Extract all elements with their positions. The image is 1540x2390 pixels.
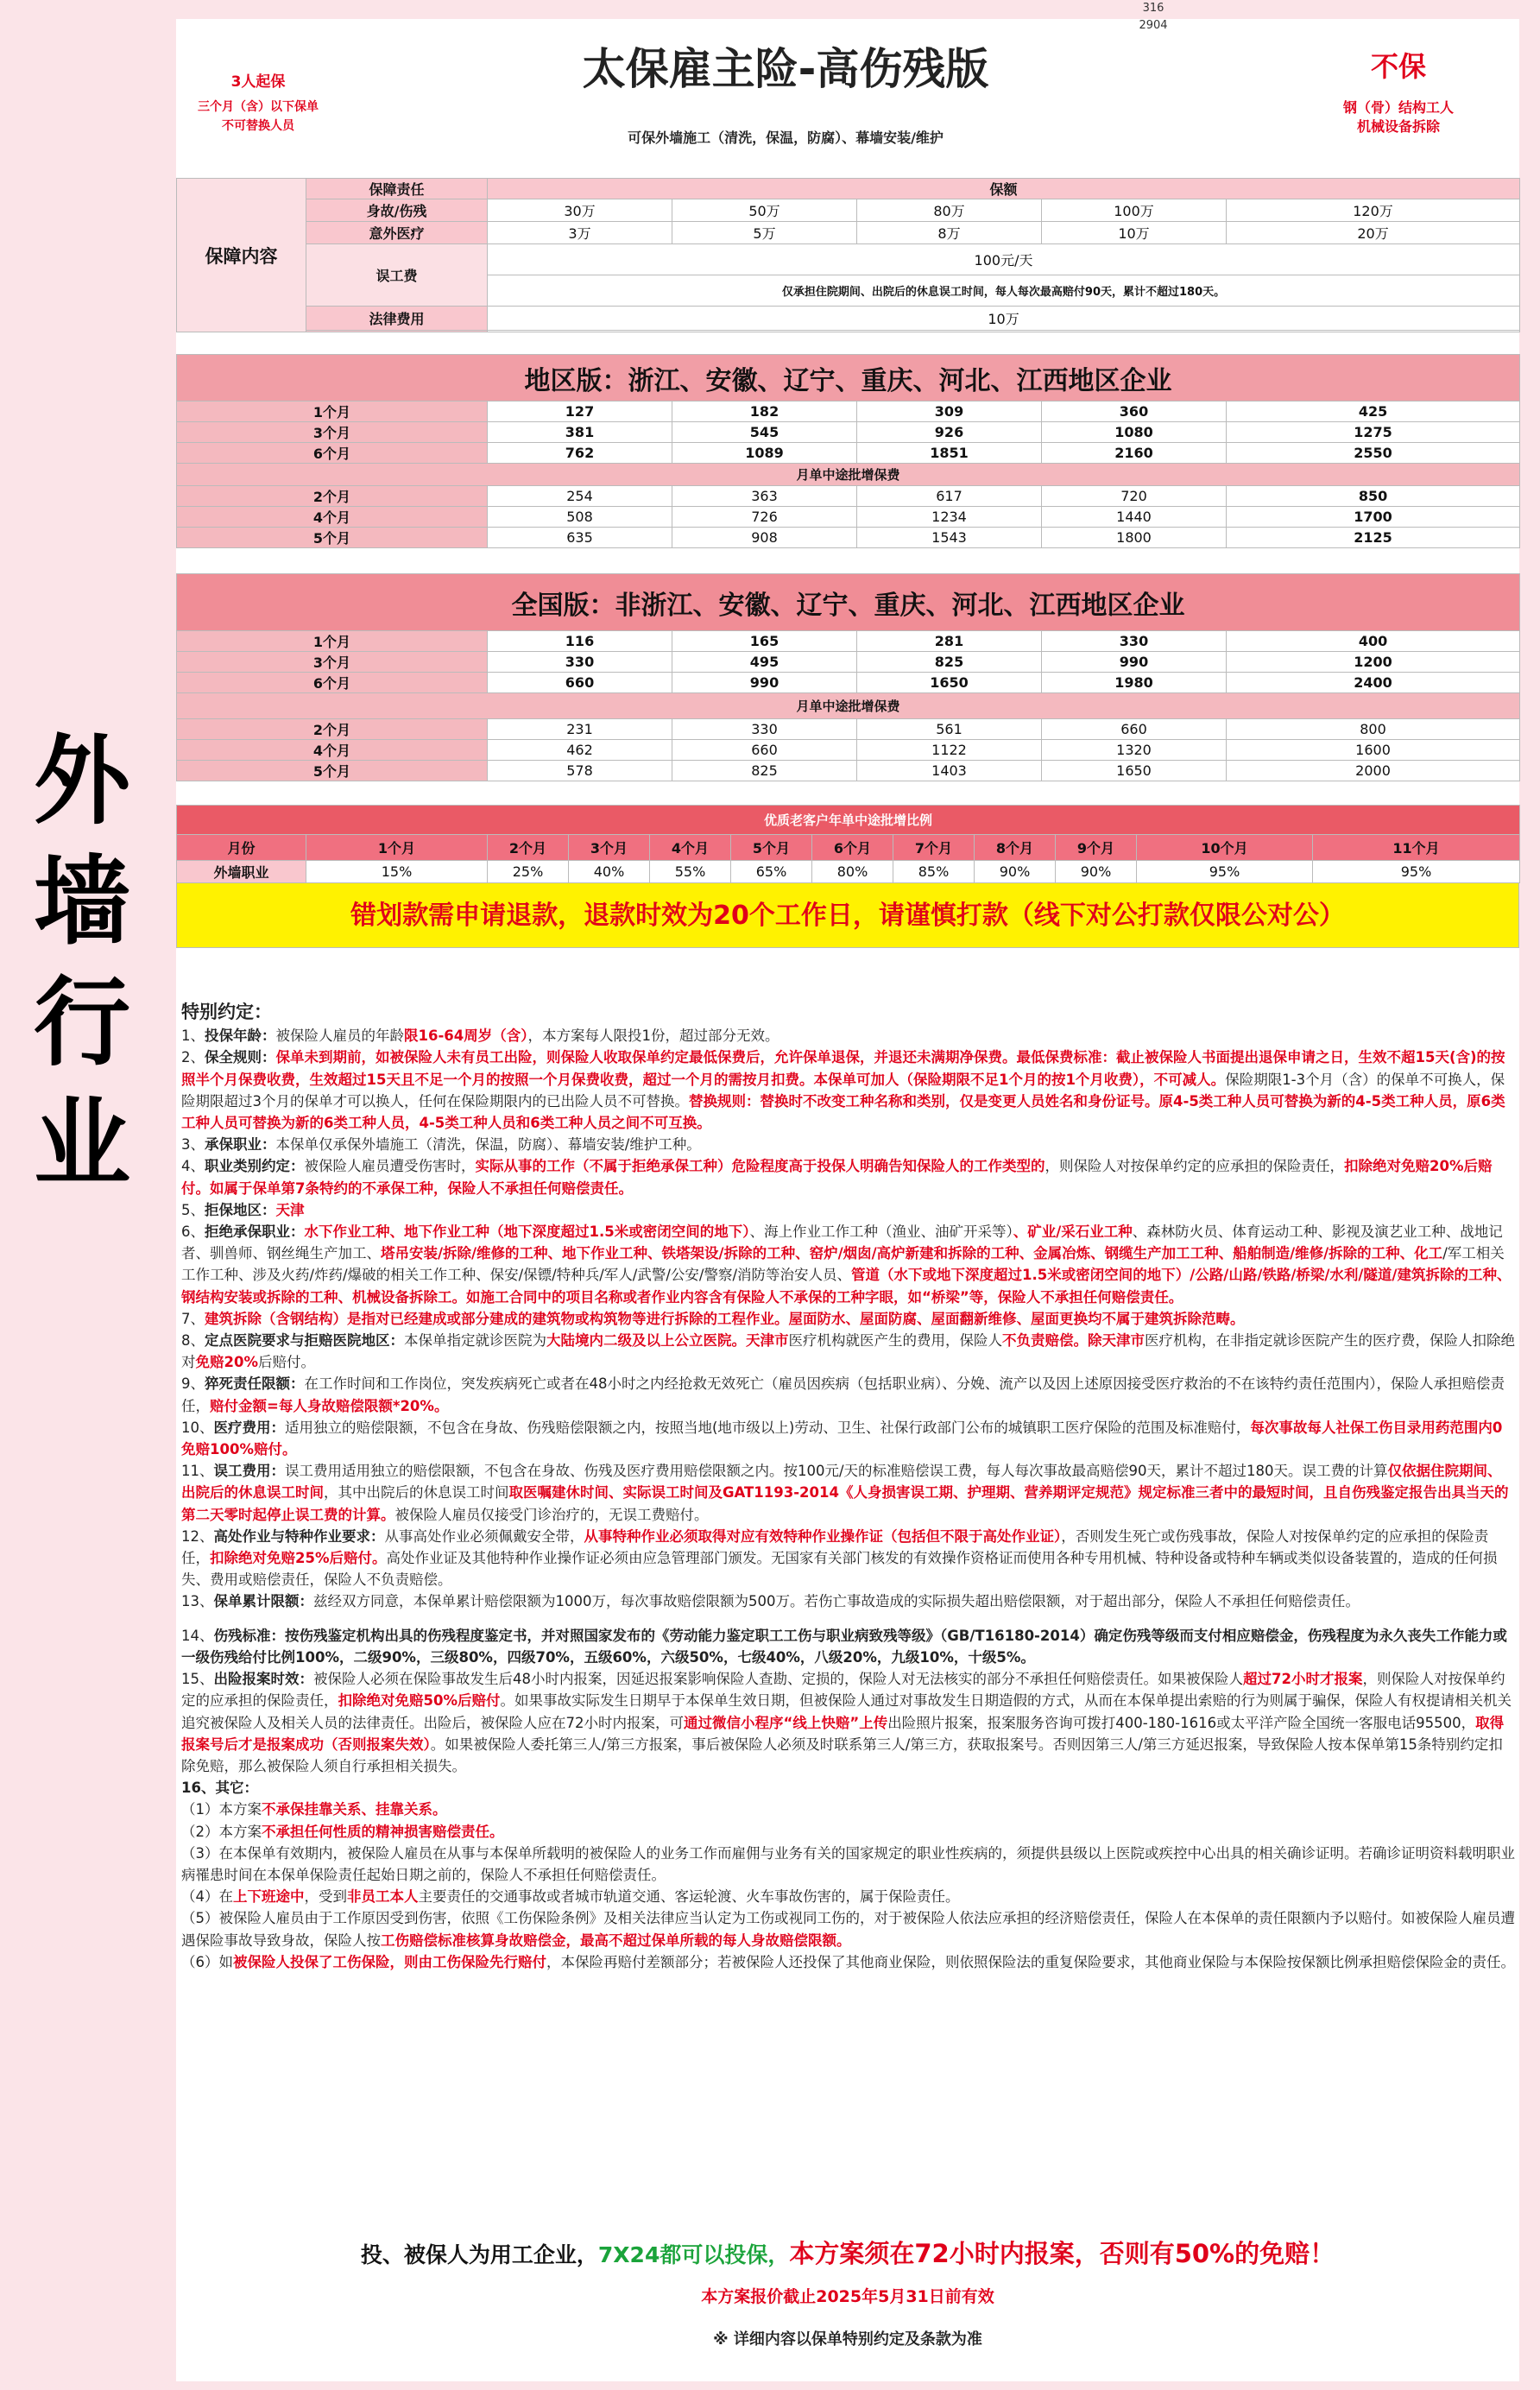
term-9: 9、猝死责任限额：在工作时间和工作岗位，突发疾病死亡或者在48小时之内经抢救无效死亡（雇员因疾病（包括职业病）、分娩、流产以及因上述原因接受医疗救治的不在该特约责任范围内），保险人承担赔偿责任，赔付金额=每人身故赔偿限额*20%。 bbox=[181, 1375, 1505, 1414]
term-4: 4、职业类别约定：被保险人雇员遭受伤害时，实际从事的工作（不属于拒绝承保工种）危险程度高于投保人明确告知保险人的工作类型的，则保险人对按保单约定的应承担的保险责任，扣除绝对免赔20%后赔付。如属于保单第7条特约的不承保工种，保险人不承担任何赔偿责任。 bbox=[181, 1158, 1493, 1197]
term-16-6: （6）如被保险人投保了工伤保险，则由工伤保险先行赔付，本保险再赔付差额部分；若被保险人还投保了其他商业保险，则依照保险法的重复保险要求，其他商业保险与本保险按保额比例承担赔偿保险金的责任。 bbox=[181, 1953, 1515, 1970]
cell: 660 bbox=[1042, 719, 1227, 740]
period-label: 2个月 bbox=[177, 486, 488, 507]
cell: 1089 bbox=[672, 443, 857, 464]
ratio-table bbox=[176, 805, 1520, 883]
month-cell: 10个月 bbox=[1137, 835, 1313, 861]
cell: 1122 bbox=[857, 740, 1042, 761]
cell: 1234 bbox=[857, 507, 1042, 528]
cell: 1800 bbox=[1042, 528, 1227, 548]
ratio-cell: 25% bbox=[488, 861, 569, 883]
cell: 360 bbox=[1042, 401, 1227, 422]
term-8: 8、定点医院要求与拒赔医院地区：本保单指定就诊医院为大陆境内二级及以上公立医院。天津市医疗机构就医产生的费用，保险人不负责赔偿。除天津市医疗机构，在非指定就诊医院产生的医疗费，保险人扣除绝对免赔20%后赔付。 bbox=[181, 1332, 1515, 1371]
cell: 363 bbox=[672, 486, 857, 507]
exclusion-note: 不保 钢（骨）结构工人 机械设备拆除 bbox=[1342, 50, 1454, 135]
term-10: 10、医疗费用：适用独立的赔偿限额，不包含在身故、伤残赔偿限额之内，按照当地(地市级以上)劳动、卫生、社保行政部门公布的城镇职工医疗保险的范围及标准赔付，每次事故每人社保工伤目录用药范围内0免赔100%赔付。 bbox=[181, 1419, 1503, 1458]
coverage-table bbox=[176, 178, 1520, 332]
term-6: 6、拒绝承保职业：水下作业工种、地下作业工种（地下深度超过1.5米或密闭空间的地下）、海上作业工作工种（渔业、油矿开采等）、矿业/采石业工种、森林防火员、体育运动工种、影视及演艺业工种、战地记者、驯兽师、钢丝绳生产加工、塔吊安装/拆除/维修的工种、地下作业工种、铁塔架设/拆除的工种、窑炉/烟囱/高炉新建和拆除的工种、金属冶炼、钢缆生产加工工种、船舶制造/维修/拆除的工种、化工/军工相关工作工种、涉及火药/炸药/爆破的相关工作工种、保安/保镖/特种兵/军人/武警/公安/警察/消防等治安人员、管道（水下或地下深度超过1.5米或密闭空间的地下）/公路/山路/铁路/桥梁/水利/隧道/建筑拆除的工种、钢结构安装或拆除的工种、机械设备拆除工。如施工合同中的项目名称或者作业内容含有保险人不承保的工种字眼，如“桥梁”等，保险人不承担任何赔偿责任。 bbox=[181, 1223, 1512, 1306]
ratio-title: 优质老客户年单中途批增比例 bbox=[177, 806, 1520, 835]
national-price-table bbox=[176, 573, 1520, 781]
period-label: 6个月 bbox=[177, 443, 488, 464]
month-cell: 7个月 bbox=[893, 835, 975, 861]
cell: 1543 bbox=[857, 528, 1042, 548]
ratio-cell: 90% bbox=[975, 861, 1056, 883]
period-label: 2个月 bbox=[177, 719, 488, 740]
cell: 80万 bbox=[857, 199, 1042, 222]
cell: 762 bbox=[488, 443, 672, 464]
legal-value: 10万 bbox=[488, 307, 1520, 331]
cell: 330 bbox=[1042, 631, 1227, 652]
ratio-cell: 55% bbox=[650, 861, 731, 883]
cell: 545 bbox=[672, 422, 857, 443]
cell: 800 bbox=[1227, 719, 1520, 740]
month-cell: 6个月 bbox=[812, 835, 893, 861]
col-amount: 保额 bbox=[488, 179, 1520, 199]
cell: 850 bbox=[1227, 486, 1520, 507]
cell: 400 bbox=[1227, 631, 1520, 652]
cell: 1700 bbox=[1227, 507, 1520, 528]
term-16-1: （1）本方案不承保挂靠关系、挂靠关系。 bbox=[181, 1801, 447, 1818]
cell: 330 bbox=[488, 652, 672, 673]
month-cell: 1个月 bbox=[306, 835, 488, 861]
cell: 165 bbox=[672, 631, 857, 652]
cell: 2125 bbox=[1227, 528, 1520, 548]
cell: 8万 bbox=[857, 222, 1042, 244]
cell: 660 bbox=[672, 740, 857, 761]
cell: 635 bbox=[488, 528, 672, 548]
ratio-cell: 80% bbox=[812, 861, 893, 883]
cell: 660 bbox=[488, 673, 672, 693]
term-5: 5、拒保地区：天津 bbox=[181, 1201, 305, 1218]
cell: 2000 bbox=[1227, 761, 1520, 781]
cell: 330 bbox=[672, 719, 857, 740]
term-15: 15、出险报案时效：被保险人必须在保险事故发生后48小时内报案，因延迟报案影响保险人查勘、定损的，保险人对无法核实的部分不承担任何赔偿责任。如果被保险人超过72小时才报案，则保险人对按保单约定的应承担的保险责任，扣除绝对免赔50%后赔付。如果事故实际发生日期早于本保单生效日期，但被保险人通过对事故发生日期造假的方式，从而在本保单提出索赔的行为则属于骗保，保险人有权提请相关机关追究被保险人及相关人员的法律责任。出险后，被保险人应在72小时内报案，可通过微信小程序“线上快赔”上传出险照片报案，报案服务咨询可拨打400-180-1616或太平洋产险全国统一客服电话95500，取得报案号后才是报案成功（否则报案失效）。如果被保险人委托第三人/第三方报案，事后被保险人必须及时联系第三人/第三方，获取报案号。否则因第三人/第三方延迟报案，导致保险人按本保单第15条特别约定扣除免赔，那么被保险人须自行承担相关损失。 bbox=[181, 1671, 1512, 1774]
cell: 254 bbox=[488, 486, 672, 507]
row-lost-wage: 误工费 bbox=[306, 244, 488, 307]
national-title: 全国版：非浙江、安徽、辽宁、重庆、河北、江西地区企业 bbox=[177, 574, 1520, 631]
cell: 578 bbox=[488, 761, 672, 781]
ratio-cell: 15% bbox=[306, 861, 488, 883]
term-3: 3、承保职业：本保单仅承保外墙施工（清洗，保温，防腐）、幕墙安装/维护工种。 bbox=[181, 1136, 701, 1154]
ratio-row-label: 外墙职业 bbox=[177, 861, 306, 883]
cell: 1650 bbox=[857, 673, 1042, 693]
cell: 1403 bbox=[857, 761, 1042, 781]
term-16-5: （5）被保险人雇员由于工作原因受到伤害，依照《工伤保险条例》及相关法律应当认定为工伤或视同工伤的，对于被保险人依法应承担的经济赔偿责任，保险人在本保单的责任限额内予以赔付。如被保险人雇员遭遇保险事故导致身故，保险人按工伤赔偿标准核算身故赔偿金，最高不超过保单所载的每人身故赔偿限额。 bbox=[181, 1910, 1515, 1949]
cell: 462 bbox=[488, 740, 672, 761]
row-medical: 意外医疗 bbox=[306, 222, 488, 244]
term-16: 16、其它： bbox=[181, 1780, 258, 1797]
month-cell: 3个月 bbox=[569, 835, 650, 861]
cell: 990 bbox=[1042, 652, 1227, 673]
cell: 116 bbox=[488, 631, 672, 652]
period-label: 6个月 bbox=[177, 673, 488, 693]
cell: 120万 bbox=[1227, 199, 1520, 222]
page-title: 太保雇主险-高伤残版 bbox=[582, 44, 989, 94]
cell: 990 bbox=[672, 673, 857, 693]
month-cell: 4个月 bbox=[650, 835, 731, 861]
period-label: 3个月 bbox=[177, 652, 488, 673]
cell: 231 bbox=[488, 719, 672, 740]
refund-warning-banner: 错划款需申请退款，退款时效为20个工作日，请谨慎打款（线下对公打款仅限公对公） bbox=[176, 882, 1519, 948]
term-14: 14、伤残标准：按伤残鉴定机构出具的伤残程度鉴定书，并对照国家发布的《劳动能力鉴定职工工伤与职业病致残等级》（GB/T16180-2014）确定伤残等级而支付相应赔偿金，伤残程度为永久丧失工作能力或一级伤残给付比例100%，二级90%，三级80%，四级70%，五级60%，六级50%，七级40%，八级20%，九级10%，十级5%。 bbox=[181, 1627, 1507, 1666]
min-people-note: 3人起保 bbox=[230, 73, 286, 91]
period-label: 1个月 bbox=[177, 401, 488, 422]
footer-disclaimer: ※ 详细内容以保单特别约定及条款为准 bbox=[713, 2330, 982, 2349]
period-label: 5个月 bbox=[177, 528, 488, 548]
terms-heading: 特别约定： bbox=[181, 1002, 272, 1022]
month-label: 月份 bbox=[177, 835, 306, 861]
footer-report-note: 投、被保人为用工企业，7X24都可以投保，本方案须在72小时内报案，否则有50%的免赔！ bbox=[360, 2239, 1335, 2268]
industry-side-label: 外 墙 行 业 bbox=[34, 725, 130, 1200]
regional-title: 地区版：浙江、安徽、辽宁、重庆、河北、江西地区企业 bbox=[177, 355, 1520, 401]
national-mid-title: 月单中途批增保费 bbox=[177, 693, 1520, 719]
cell: 1200 bbox=[1227, 652, 1520, 673]
month-cell: 2个月 bbox=[488, 835, 569, 861]
row-death-disability: 身故/伤残 bbox=[306, 199, 488, 222]
ratio-cell: 90% bbox=[1056, 861, 1137, 883]
cell: 726 bbox=[672, 507, 857, 528]
cell: 309 bbox=[857, 401, 1042, 422]
cell: 1980 bbox=[1042, 673, 1227, 693]
ratio-cell: 65% bbox=[731, 861, 812, 883]
cell: 5万 bbox=[672, 222, 857, 244]
cell: 1440 bbox=[1042, 507, 1227, 528]
period-label: 3个月 bbox=[177, 422, 488, 443]
cell: 617 bbox=[857, 486, 1042, 507]
term-13: 13、保单累计限额：兹经双方同意，本保单累计赔偿限额为1000万，每次事故赔偿限额为500万。若伤亡事故造成的实际损失超出赔偿限额，对于超出部分，保险人不承担任何赔偿责任。 bbox=[181, 1593, 1360, 1610]
cell: 3万 bbox=[488, 222, 672, 244]
cell: 381 bbox=[488, 422, 672, 443]
ratio-cell: 40% bbox=[569, 861, 650, 883]
cell: 1600 bbox=[1227, 740, 1520, 761]
period-label: 4个月 bbox=[177, 507, 488, 528]
term-16-2: （2）本方案不承担任何性质的精神损害赔偿责任。 bbox=[181, 1823, 504, 1840]
left-note bbox=[176, 69, 340, 136]
lost-wage-note: 仅承担住院期间、出院后的休息误工时间，每人每次最高赔付90天，累计不超过180天。 bbox=[488, 275, 1520, 307]
cell: 825 bbox=[857, 652, 1042, 673]
cell: 20万 bbox=[1227, 222, 1520, 244]
cell: 1080 bbox=[1042, 422, 1227, 443]
month-cell: 8个月 bbox=[975, 835, 1056, 861]
cell: 926 bbox=[857, 422, 1042, 443]
cell: 508 bbox=[488, 507, 672, 528]
cell: 100万 bbox=[1042, 199, 1227, 222]
cell: 2400 bbox=[1227, 673, 1520, 693]
term-16-4: （4）在上下班途中，受到非员工本人主要责任的交通事故或者城市轨道交通、客运轮渡、火车事故伤害的，属于保险责任。 bbox=[181, 1888, 960, 1906]
cell: 281 bbox=[857, 631, 1042, 652]
term-7: 7、建筑拆除（含钢结构）是指对已经建成或部分建成的建筑物或构筑物等进行拆除的工程作业。屋面防水、屋面防腐、屋面翻新维修、屋面更换均不属于建筑拆除范畴。 bbox=[181, 1310, 1245, 1327]
period-label: 4个月 bbox=[177, 740, 488, 761]
term-2: 2、保全规则：保单未到期前，如被保险人未有员工出险，则保险人收取保单约定最低保费后，允许保单退保，并退还未满期净保费。最低保费标准：截止被保险人书面提出退保申请之日，生效不超15天(含)的按照半个月保费收费，生效超过15天且不足一个月的按照一个月保费收费，超过一个月的需按月扣费。本保单可加人（保险期限不足1个月的按1个月收费），不可减人。保险期限1-3个月（含）的保单不可换人，保险期限超过3个月的保单才可以换人，任何在保险期限内的已出险人员不可替换。替换规则：替换时不改变工种名称和类别，仅是变更人员姓名和身份证号。原4-5类工种人员可替换为新的4-5类工种人员，原6类工种人员可替换为新的6类工种人员，4-5类工种人员和6类工种人员之间不可互换。 bbox=[181, 1049, 1505, 1132]
cell: 1851 bbox=[857, 443, 1042, 464]
short-term-note: 三个月（含）以下保单 不可替换人员 bbox=[198, 100, 319, 133]
cell: 908 bbox=[672, 528, 857, 548]
term-16-3: （3）在本保单有效期内，被保险人雇员在从事与本保单所载明的被保险人的业务工作而雇佣与业务有关的国家规定的职业性疾病的，须提供县级以上医院或疾控中心出具的相关确诊证明。若确诊证明资料载明职业病罹患时间在本保单保险责任起始日期之前的，保险人不承担任何赔偿责任。 bbox=[181, 1844, 1515, 1883]
cell: 10万 bbox=[1042, 222, 1227, 244]
cell: 127 bbox=[488, 401, 672, 422]
footer-valid-date: 本方案报价截止2025年5月31日前有效 bbox=[701, 2287, 994, 2306]
term-12: 12、高处作业与特种作业要求：从事高处作业必须佩戴安全带，从事特种作业必须取得对应有效特种作业操作证（包括但不限于高处作业证），否则发生死亡或伤残事故，保险人对按保单约定的应承担的保险责任，扣除绝对免赔25%后赔付。高处作业证及其他特种作业操作证必须由应急管理部门颁发。无国家有关部门核发的有效操作资格证而使用各种专用机械、特种设备或特种车辆或类似设备装置的，造成的任何损失、费用或赔偿责任，保险人不负责赔偿。 bbox=[181, 1527, 1498, 1589]
row-legal: 法律费用 bbox=[306, 307, 488, 331]
corner-number-bottom: 2904 bbox=[1139, 19, 1168, 32]
month-cell: 5个月 bbox=[731, 835, 812, 861]
cell: 825 bbox=[672, 761, 857, 781]
term-1: 1、投保年龄：被保险人雇员的年龄限16-64周岁（含），本方案每人限投1份，超过部分无效。 bbox=[181, 1027, 779, 1045]
ratio-cell: 85% bbox=[893, 861, 975, 883]
corner-number-top: 316 bbox=[1142, 2, 1164, 15]
cell: 182 bbox=[672, 401, 857, 422]
cell: 2550 bbox=[1227, 443, 1520, 464]
month-cell: 9个月 bbox=[1056, 835, 1137, 861]
page-subtitle: 可保外墙施工（清洗，保温，防腐）、幕墙安装/维护 bbox=[628, 130, 944, 146]
cell: 495 bbox=[672, 652, 857, 673]
regional-price-table bbox=[176, 354, 1520, 548]
cell: 561 bbox=[857, 719, 1042, 740]
period-label: 5个月 bbox=[177, 761, 488, 781]
cell: 50万 bbox=[672, 199, 857, 222]
cell: 1320 bbox=[1042, 740, 1227, 761]
cell: 2160 bbox=[1042, 443, 1227, 464]
cell: 1650 bbox=[1042, 761, 1227, 781]
special-terms bbox=[181, 1002, 1515, 1973]
cell: 1275 bbox=[1227, 422, 1520, 443]
cell: 720 bbox=[1042, 486, 1227, 507]
cell: 30万 bbox=[488, 199, 672, 222]
term-11: 11、误工费用：误工费用适用独立的赔偿限额，不包含在身故、伤残及医疗费用赔偿限额之内。按100元/天的标准赔偿误工费，每人每次事故最高赔偿90天，累计不超过180天。误工费的计算仅依据住院期间、出院后的休息误工时间，其中出院后的休息误工时间取医嘱建休时间、实际误工时间及GAT1193-2014《人身损害误工期、护理期、营养期评定规范》规定标准三者中的最短时间，且自伤残鉴定报告出具当天的第二天零时起停止误工费的计算。被保险人雇员仅接受门诊治疗的，无误工费赔付。 bbox=[181, 1463, 1509, 1523]
lost-wage-value: 100元/天 bbox=[488, 244, 1520, 275]
month-cell: 11个月 bbox=[1313, 835, 1520, 861]
cell: 425 bbox=[1227, 401, 1520, 422]
col-liability: 保障责任 bbox=[306, 179, 488, 199]
period-label: 1个月 bbox=[177, 631, 488, 652]
coverage-group-label: 保障内容 bbox=[177, 179, 306, 332]
regional-mid-title: 月单中途批增保费 bbox=[177, 464, 1520, 486]
ratio-cell: 95% bbox=[1137, 861, 1313, 883]
ratio-cell: 95% bbox=[1313, 861, 1520, 883]
